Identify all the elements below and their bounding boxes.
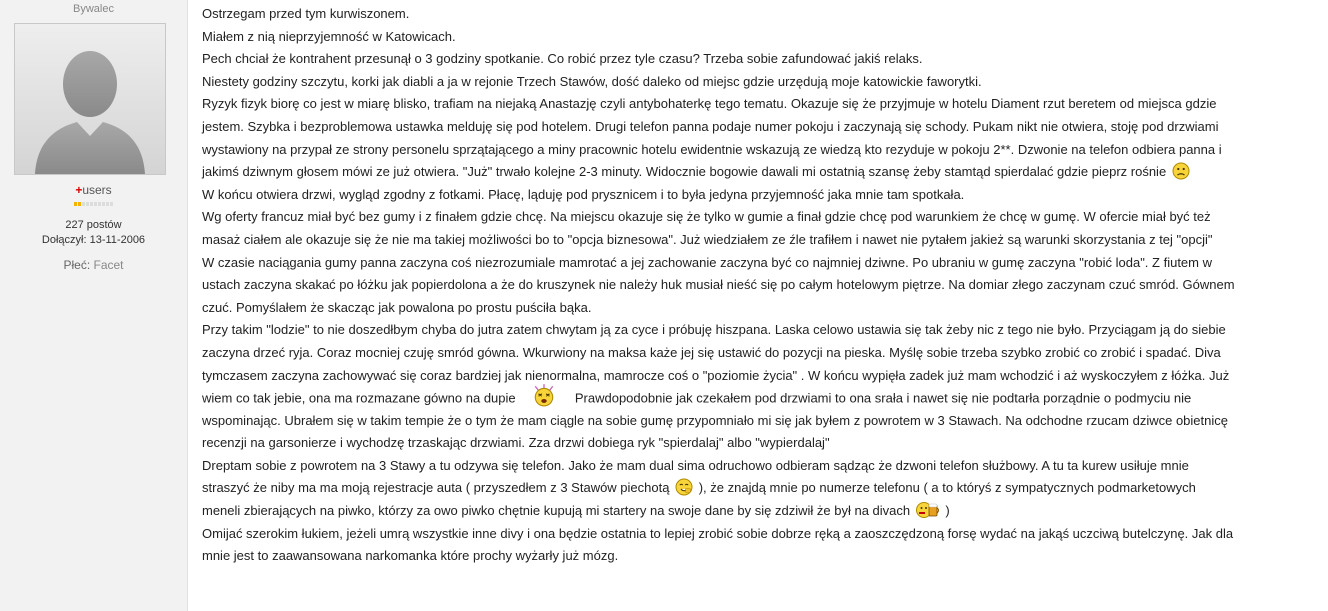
post-line: [202, 161, 1328, 184]
beer-emoticon-icon: [916, 501, 940, 519]
rank-segment: [102, 202, 105, 206]
post-line-text: ): [945, 503, 950, 519]
post-line: Przy takim "lodzie" to nie doszedłbym chyba do jutra zatem chwytam ją za cyce i próbuję hiszpana. Laska celowo ustawia się tak żeby nic z tego nie było. Przyciągam ją do siebie: [202, 322, 1226, 338]
post-line-text: meneli zbierających na piwko, którzy za owo piwko chętnie kupują mi startery na swoje dane by się zdziwił że był na divach: [202, 503, 911, 519]
gender: [0, 258, 187, 272]
sad-emoticon-icon: [1172, 162, 1190, 180]
dizzy-emoticon-icon: [529, 383, 559, 407]
post-line: tymczasem zaczyna zachowywać się coraz bardziej jak nienormalna, mamrocze coś o "poziomie życia" . W końcu wypięła zadek już mam wchodzić i aż wyskoczyłem z łóżka. Już: [202, 367, 1230, 383]
post-line: Miałem z nią nieprzyjemność w Katowicach.: [202, 28, 456, 44]
rank-segment: [86, 202, 89, 206]
rank-segment: [98, 202, 101, 206]
post-line: Omijać szerokim łukiem, jeżeli umrą wszystkie inne divy i ona będzie ostatnia to lepiej zrobić sobie dobrze ręką a zaoszczędzoną forsę wydać na jakąś uczciwą butelczynę. Jak dla: [202, 525, 1234, 541]
rank-segment: [82, 202, 85, 206]
post-line-text: straszyć że niby ma ma moją rejestracje auta ( przyszedłem z 3 Stawów piechotą: [202, 480, 670, 496]
rank-bar: [0, 202, 187, 208]
post-line: [202, 387, 1328, 410]
rank-segment: [94, 202, 97, 206]
giggle-emoticon-icon: [675, 478, 693, 496]
post-line: W czasie naciągania gumy panna zaczyna coś niezrozumiale mamrotać a jej zachowanie zaczyna być co najmniej dziwne. Po ubraniu w gumę zaczyna "robić loda". Z fiutem w: [202, 254, 1212, 270]
post-line: [202, 500, 1328, 523]
user-profile-panel: [0, 0, 188, 611]
post-line-text: ), że znajdą mnie po numerze telefonu ( a to któryś z sympatycznych podmarketowych: [698, 480, 1196, 496]
post-line-text: jakimś dziwnym głosem mówi ze już otwiera. "Już" trwało kolejne 2-3 minuty. Widocznie bogowie dawali mi ostatnią szansę żeby stamtąd spierdalać gdzie pieprz rośnie: [202, 164, 1167, 180]
group-prefix: +: [75, 183, 83, 197]
avatar[interactable]: [14, 23, 166, 175]
gender-label: Płeć:: [63, 258, 91, 272]
post-line: mnie jest to zaawansowana narkomanka które prochy wyżarły już mózg.: [202, 548, 619, 564]
post-line: W końcu otwiera drzwi, wygląd zgodny z fotkami. Płacę, ląduję pod prysznicem i to była jedyna przyjemność jaka mnie tam spotkała.: [202, 186, 965, 202]
post-line: masaż ciałem ale okazuje się że nie ma takiej możliwości bo to "opcja biznesowa". Już wiedziałem ze źle trafiłem i nawet nie pytałem jakież są warunki skorzystania z tej "opcji": [202, 231, 1213, 247]
rank-segment: [106, 202, 109, 206]
post-line: jestem. Szybka i bezproblemowa ustawka melduję się pod hotelem. Drugi telefon panna podaje numer pokoju i zaczynają się schody. Pukam nikt nie otwiera, stoję pod drzwiami: [202, 118, 1219, 134]
post-line: Niestety godziny szczytu, korki jak diabli a ja w rejonie Trzech Stawów, dość daleko od miejsc gdzie urzędują moje katowickie faworytki.: [202, 73, 982, 89]
rank-segment: [78, 202, 81, 206]
post-line: [202, 477, 1328, 500]
post-line: Pech chciał że kontrahent przesunął o 3 godziny spotkanie. Co robić przez tyle czasu? Trzeba sobie zafundować jakiś relaks.: [202, 51, 923, 67]
post-line: wystawiony na przypał ze strony personelu sprzątającego a miny pracownic hotelu ewidentnie wskazują ze wiedzą kto rezyduje w pokoju 2**. Dzwonie na telefon odbiera panna i: [202, 141, 1222, 157]
join-date: Dołączył: 13-11-2006: [41, 234, 146, 246]
post-line: ustach zaczyna skakać po łóżku jak popierdolona a że do kruszynek nie należy huk musiał nieść się po całym hotelowym piętrze. Na domiar złego zaczynam czuć smród. Gównem: [202, 277, 1235, 293]
gender-value: Facet: [93, 258, 124, 272]
post-line: wspominając. Ubrałem się w takim tempie że o tym że mam ciągle na sobie gumę przypomniało mi się jak byłem z powrotem w 3 Stawach. Na odchodne rzucam dziwce obietnicę: [202, 412, 1228, 428]
post-body: [188, 0, 1328, 611]
post-line-text: Prawdopodobnie jak czekałem pod drzwiami to ona srała i nawet się nie podtarła porządnie o podmyciu nie: [574, 390, 1192, 406]
rank-segment: [110, 202, 113, 206]
post-line: czuć. Pomyślałem że skacząc jak powalona po prostu puściła bąka.: [202, 299, 592, 315]
rank-segment: [90, 202, 93, 206]
post-line: Ostrzegam przed tym kurwiszonem.: [202, 6, 410, 21]
user-rank-title: Bywalec: [73, 3, 114, 15]
rank-segment: [74, 202, 77, 206]
post-line: Wg oferty francuz miał być bez gumy i z finałem gdzie chcę. Na miejscu okazuje się że tylko w gumie a finał gdzie chcę pod warunkiem że chcę w gumę. W ofercie miał być też: [202, 209, 1211, 225]
post-count: 227 postów: [65, 219, 122, 231]
post-line: recenzji na garsonierze i wychodzę trzaskając drzwiami. Zza drzwi dobiega ryk "spierdalaj" albo "wypierdalaj": [202, 435, 830, 451]
post-line: zaczyna drzeć ryja. Coraz mocniej czuję smród gówna. Wkurwiony na maksa każe jej się ustawić do pozycji na pieska. Myślę sobie trzeba szybko zrobić co zrobić i spadać. Diva: [202, 344, 1221, 360]
post-line-text: wiem co tak jebie, ona ma rozmazane gówno na dupie: [202, 390, 516, 406]
group-name[interactable]: users: [82, 183, 112, 197]
default-avatar-icon: [15, 24, 165, 174]
post-line: Ryzyk fizyk biorę co jest w miarę blisko, trafiam na niejaką Anastazję czyli antybohaterkę tego tematu. Okazuje się że przyjmuje w hotelu Diament rzut beretem od miejsca gdzie: [202, 96, 1217, 112]
user-group: [0, 182, 187, 198]
post-line: Dreptam sobie z powrotem na 3 Stawy a tu odzywa się telefon. Jako że mam dual sima odruchowo odbieram sądząc że dzwoni telefon służbowy. A tu ta kurew usiłuje mnie: [202, 457, 1189, 473]
